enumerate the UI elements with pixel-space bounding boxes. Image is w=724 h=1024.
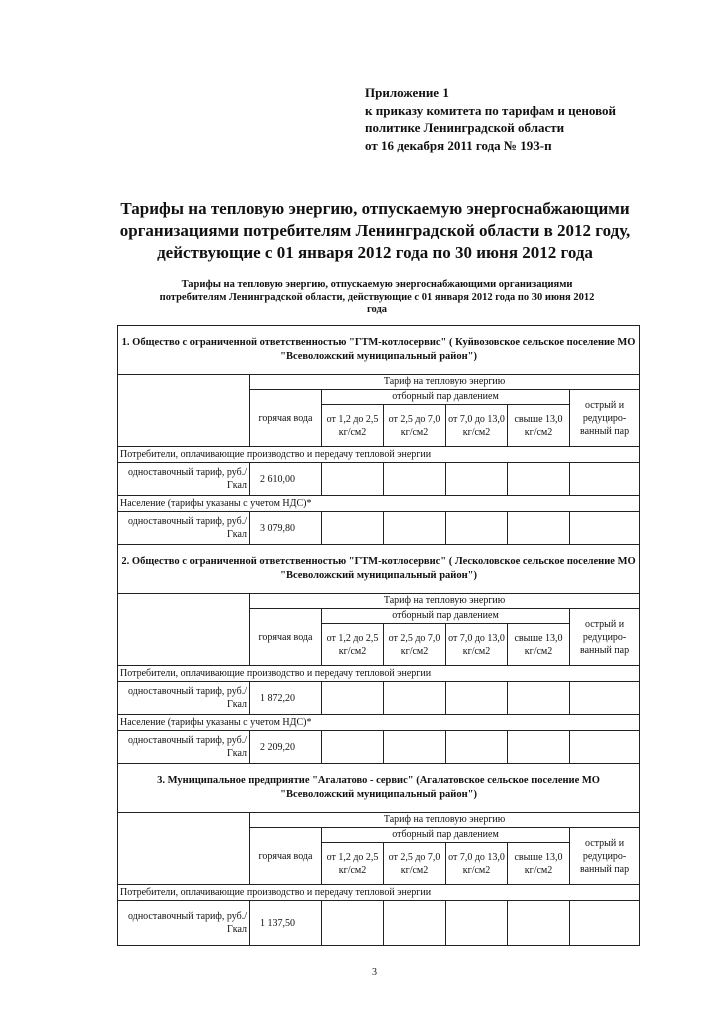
empty-cell xyxy=(508,731,570,764)
main-title-line: Тарифы на тепловую энергию, отпускаемую энергоснабжающими xyxy=(120,199,630,218)
org-title: 1. Общество с ограниченной ответственностью "ГТМ-котлосервис" ( Куйвозовское сельское поселение МО "Всеволожский муниципальный район") xyxy=(118,326,640,375)
pressure-header: свыше 13,0 кг/см2 xyxy=(508,843,570,885)
main-title-line: организациями потребителям Ленинградской области в 2012 году, xyxy=(119,221,631,240)
main-title xyxy=(90,198,660,264)
steam-header: отборный пар давлением xyxy=(322,609,570,624)
empty-cell xyxy=(508,682,570,715)
empty-cell xyxy=(508,463,570,496)
empty-cell xyxy=(384,731,446,764)
empty-cell xyxy=(570,901,640,946)
empty-cell xyxy=(322,682,384,715)
tariff-label: одноставочный тариф, руб./Гкал xyxy=(118,463,250,496)
blank-cell xyxy=(118,594,250,666)
tariff-label: одноставочный тариф, руб./Гкал xyxy=(118,901,250,946)
pressure-header: от 2,5 до 7,0 кг/см2 xyxy=(384,405,446,447)
section-label: Потребители, оплачивающие производство и передачу тепловой энергии xyxy=(118,885,640,901)
section-label: Население (тарифы указаны с учетом НДС)* xyxy=(118,715,640,731)
empty-cell xyxy=(384,901,446,946)
pressure-header: свыше 13,0 кг/см2 xyxy=(508,405,570,447)
pressure-header: от 7,0 до 13,0 кг/см2 xyxy=(446,843,508,885)
pressure-header: от 2,5 до 7,0 кг/см2 xyxy=(384,624,446,666)
pressure-header: от 7,0 до 13,0 кг/см2 xyxy=(446,405,508,447)
hot-water-header: горячая вода xyxy=(250,828,322,885)
steam-header: отборный пар давлением xyxy=(322,828,570,843)
caption-line: года xyxy=(366,304,387,315)
pressure-header: от 1,2 до 2,5 кг/см2 xyxy=(322,843,384,885)
appendix-line: Приложение 1 xyxy=(365,85,449,100)
empty-cell xyxy=(570,682,640,715)
tariff-header: Тариф на тепловую энергию xyxy=(250,813,640,828)
empty-cell xyxy=(446,731,508,764)
empty-cell xyxy=(446,463,508,496)
empty-cell xyxy=(384,463,446,496)
appendix-line: к приказу комитета по тарифам и ценовой xyxy=(365,102,617,118)
empty-cell xyxy=(508,901,570,946)
tariff-value: 3 079,80 xyxy=(250,512,322,545)
hot-water-header: горячая вода xyxy=(250,609,322,666)
tariff-value: 1 137,50 xyxy=(250,901,322,946)
tariff-value: 1 872,20 xyxy=(250,682,322,715)
section-label: Население (тарифы указаны с учетом НДС)* xyxy=(118,496,640,512)
pressure-header: от 2,5 до 7,0 кг/см2 xyxy=(384,843,446,885)
tariff-table xyxy=(117,325,640,946)
page-number: 3 xyxy=(372,967,377,978)
tariff-header: Тариф на тепловую энергию xyxy=(250,594,640,609)
pressure-header: от 1,2 до 2,5 кг/см2 xyxy=(322,624,384,666)
tariff-label: одноставочный тариф, руб./Гкал xyxy=(118,682,250,715)
appendix-line: политике Ленинградской области xyxy=(365,120,565,135)
caption-line: потребителям Ленинградской области, действующие с 01 января 2012 года по 30 июня 2012 xyxy=(159,291,595,303)
steam-header: отборный пар давлением xyxy=(322,390,570,405)
tariff-value: 2 209,20 xyxy=(250,731,322,764)
hot-water-header: горячая вода xyxy=(250,390,322,447)
blank-cell xyxy=(118,813,250,885)
tariff-header: Тариф на тепловую энергию xyxy=(250,375,640,390)
org-title: 3. Муниципальное предприятие "Агалатово - сервис" (Агалатовское сельское поселение МО "Всеволожский муниципальный район") xyxy=(118,764,640,813)
empty-cell xyxy=(322,463,384,496)
empty-cell xyxy=(322,512,384,545)
pressure-header: от 7,0 до 13,0 кг/см2 xyxy=(446,624,508,666)
empty-cell xyxy=(322,901,384,946)
empty-cell xyxy=(446,901,508,946)
tariff-value: 2 610,00 xyxy=(250,463,322,496)
main-title-line: действующие с 01 января 2012 года по 30 июня 2012 года xyxy=(157,243,593,262)
empty-cell xyxy=(384,512,446,545)
empty-cell xyxy=(570,512,640,545)
section-label: Потребители, оплачивающие производство и передачу тепловой энергии xyxy=(118,447,640,463)
tariff-label: одноставочный тариф, руб./Гкал xyxy=(118,512,250,545)
sharp-steam-header: острый и редуциро-ванный пар xyxy=(570,609,640,666)
org-title: 2. Общество с ограниченной ответственностью "ГТМ-котлосервис" ( Лесколовское сельское поселение МО "Всеволожский муниципальный район") xyxy=(118,545,640,594)
empty-cell xyxy=(446,682,508,715)
empty-cell xyxy=(508,512,570,545)
tariff-label: одноставочный тариф, руб./Гкал xyxy=(118,731,250,764)
empty-cell xyxy=(570,731,640,764)
empty-cell xyxy=(322,731,384,764)
empty-cell xyxy=(446,512,508,545)
pressure-header: свыше 13,0 кг/см2 xyxy=(508,624,570,666)
section-label: Потребители, оплачивающие производство и передачу тепловой энергии xyxy=(118,666,640,682)
sharp-steam-header: острый и редуциро-ванный пар xyxy=(570,390,640,447)
empty-cell xyxy=(384,682,446,715)
caption-line: Тарифы на тепловую энергию, отпускаемую энергоснабжающими организациями xyxy=(181,279,573,290)
table-caption xyxy=(112,279,642,317)
appendix-block xyxy=(365,84,685,154)
sharp-steam-header: острый и редуциро-ванный пар xyxy=(570,828,640,885)
pressure-header: от 1,2 до 2,5 кг/см2 xyxy=(322,405,384,447)
empty-cell xyxy=(570,463,640,496)
appendix-line: от 16 декабря 2011 года № 193-п xyxy=(365,137,552,153)
blank-cell xyxy=(118,375,250,447)
